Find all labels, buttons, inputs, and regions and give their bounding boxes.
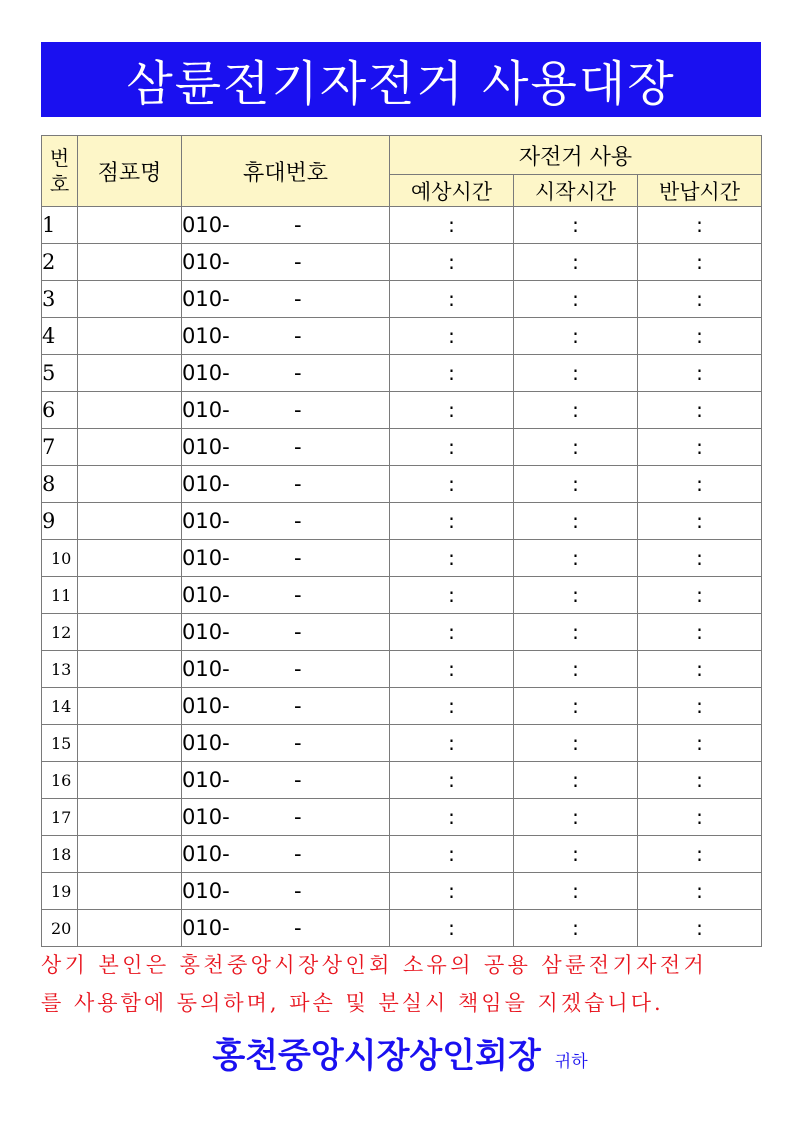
phone-prefix: 010- <box>182 472 230 496</box>
phone-cell[interactable] <box>182 318 390 355</box>
expected-time-cell[interactable]: : <box>390 577 514 614</box>
phone-prefix: 010- <box>182 879 230 903</box>
expected-time-cell[interactable]: : <box>390 244 514 281</box>
start-time-cell[interactable]: : <box>514 503 638 540</box>
return-time-cell[interactable]: : <box>638 836 762 873</box>
phone-dash: - <box>294 879 302 903</box>
phone-dash: - <box>294 398 302 422</box>
phone-prefix: 010- <box>182 398 230 422</box>
table-row <box>42 762 762 799</box>
row-number: 7 <box>42 429 78 466</box>
store-name-cell[interactable] <box>78 318 182 355</box>
expected-time-cell[interactable]: : <box>390 836 514 873</box>
signature-block <box>0 1028 800 1077</box>
row-number: 2 <box>42 244 78 281</box>
phone-prefix: 010- <box>182 361 230 385</box>
row-number: 4 <box>42 318 78 355</box>
return-time-cell[interactable]: : <box>638 651 762 688</box>
start-time-cell[interactable]: : <box>514 466 638 503</box>
start-time-cell[interactable]: : <box>514 281 638 318</box>
phone-cell[interactable] <box>182 429 390 466</box>
table-row <box>42 466 762 503</box>
phone-dash: - <box>294 694 302 718</box>
signature-honorific: 귀하 <box>554 1052 588 1072</box>
phone-prefix: 010- <box>182 287 230 311</box>
phone-dash: - <box>294 435 302 459</box>
phone-prefix: 010- <box>182 435 230 459</box>
expected-time-cell[interactable]: : <box>390 614 514 651</box>
start-time-cell[interactable]: : <box>514 429 638 466</box>
table-row <box>42 910 762 947</box>
return-time-cell[interactable]: : <box>638 429 762 466</box>
start-time-cell[interactable]: : <box>514 873 638 910</box>
return-time-cell[interactable]: : <box>638 910 762 947</box>
table-row <box>42 873 762 910</box>
start-time-cell[interactable]: : <box>514 614 638 651</box>
return-time-cell[interactable]: : <box>638 392 762 429</box>
phone-cell[interactable] <box>182 725 390 762</box>
return-time-cell[interactable]: : <box>638 762 762 799</box>
phone-cell[interactable] <box>182 392 390 429</box>
expected-time-cell[interactable]: : <box>390 429 514 466</box>
signature-org: 홍천중앙시장상인회장 <box>212 1036 541 1076</box>
return-time-cell[interactable]: : <box>638 281 762 318</box>
header-phone: 휴대번호 <box>182 136 390 207</box>
start-time-cell[interactable]: : <box>514 762 638 799</box>
phone-cell[interactable] <box>182 207 390 244</box>
store-name-cell[interactable] <box>78 651 182 688</box>
row-number: 15 <box>42 725 78 762</box>
phone-cell[interactable] <box>182 651 390 688</box>
row-number: 3 <box>42 281 78 318</box>
table-row <box>42 355 762 392</box>
expected-time-cell[interactable]: : <box>390 355 514 392</box>
expected-time-cell[interactable]: : <box>390 207 514 244</box>
table-row <box>42 651 762 688</box>
row-number: 17 <box>42 799 78 836</box>
page-title: 삼륜전기자전거 사용대장 <box>41 42 761 117</box>
store-name-cell[interactable] <box>78 429 182 466</box>
store-name-cell[interactable] <box>78 392 182 429</box>
phone-cell[interactable] <box>182 910 390 947</box>
store-name-cell[interactable] <box>78 540 182 577</box>
ledger-body <box>42 207 762 947</box>
header-start-time: 시작시간 <box>514 175 638 207</box>
store-name-cell[interactable] <box>78 281 182 318</box>
table-row <box>42 392 762 429</box>
row-number: 16 <box>42 762 78 799</box>
expected-time-cell[interactable]: : <box>390 762 514 799</box>
phone-cell[interactable] <box>182 244 390 281</box>
expected-time-cell[interactable]: : <box>390 466 514 503</box>
start-time-cell[interactable]: : <box>514 355 638 392</box>
header-usage-group: 자전거 사용 <box>390 136 762 175</box>
phone-prefix: 010- <box>182 546 230 570</box>
header-store: 점포명 <box>78 136 182 207</box>
consent-notice <box>41 946 771 1022</box>
phone-dash: - <box>294 509 302 533</box>
return-time-cell[interactable]: : <box>638 873 762 910</box>
phone-prefix: 010- <box>182 657 230 681</box>
start-time-cell[interactable]: : <box>514 392 638 429</box>
store-name-cell[interactable] <box>78 688 182 725</box>
phone-prefix: 010- <box>182 731 230 755</box>
row-number: 8 <box>42 466 78 503</box>
expected-time-cell[interactable]: : <box>390 910 514 947</box>
expected-time-cell[interactable]: : <box>390 651 514 688</box>
phone-dash: - <box>294 546 302 570</box>
start-time-cell[interactable]: : <box>514 799 638 836</box>
row-number: 13 <box>42 651 78 688</box>
phone-cell[interactable] <box>182 762 390 799</box>
table-row <box>42 836 762 873</box>
return-time-cell[interactable]: : <box>638 540 762 577</box>
phone-dash: - <box>294 213 302 237</box>
phone-dash: - <box>294 250 302 274</box>
header-return-time: 반납시간 <box>638 175 762 207</box>
store-name-cell[interactable] <box>78 873 182 910</box>
store-name-cell[interactable] <box>78 762 182 799</box>
expected-time-cell[interactable]: : <box>390 725 514 762</box>
phone-cell[interactable] <box>182 503 390 540</box>
row-number: 11 <box>42 577 78 614</box>
expected-time-cell[interactable]: : <box>390 503 514 540</box>
start-time-cell[interactable]: : <box>514 318 638 355</box>
table-row <box>42 688 762 725</box>
expected-time-cell[interactable]: : <box>390 873 514 910</box>
start-time-cell[interactable]: : <box>514 688 638 725</box>
header-expected-time: 예상시간 <box>390 175 514 207</box>
phone-cell[interactable] <box>182 281 390 318</box>
phone-dash: - <box>294 916 302 940</box>
row-number: 5 <box>42 355 78 392</box>
start-time-cell[interactable]: : <box>514 244 638 281</box>
start-time-cell[interactable]: : <box>514 540 638 577</box>
store-name-cell[interactable] <box>78 503 182 540</box>
return-time-cell[interactable]: : <box>638 244 762 281</box>
phone-prefix: 010- <box>182 324 230 348</box>
phone-prefix: 010- <box>182 694 230 718</box>
store-name-cell[interactable] <box>78 207 182 244</box>
phone-prefix: 010- <box>182 916 230 940</box>
table-row <box>42 318 762 355</box>
phone-dash: - <box>294 287 302 311</box>
return-time-cell[interactable]: : <box>638 799 762 836</box>
table-row <box>42 281 762 318</box>
start-time-cell[interactable]: : <box>514 207 638 244</box>
return-time-cell[interactable]: : <box>638 577 762 614</box>
usage-ledger-table <box>41 135 762 947</box>
store-name-cell[interactable] <box>78 355 182 392</box>
return-time-cell[interactable]: : <box>638 688 762 725</box>
return-time-cell[interactable]: : <box>638 207 762 244</box>
expected-time-cell[interactable]: : <box>390 799 514 836</box>
start-time-cell[interactable]: : <box>514 725 638 762</box>
table-row <box>42 429 762 466</box>
table-row <box>42 503 762 540</box>
expected-time-cell[interactable]: : <box>390 540 514 577</box>
expected-time-cell[interactable]: : <box>390 688 514 725</box>
return-time-cell[interactable]: : <box>638 725 762 762</box>
table-row <box>42 614 762 651</box>
header-number <box>42 136 78 207</box>
return-time-cell[interactable]: : <box>638 614 762 651</box>
phone-prefix: 010- <box>182 842 230 866</box>
return-time-cell[interactable]: : <box>638 503 762 540</box>
header-number-label: 번호 <box>49 146 70 196</box>
phone-prefix: 010- <box>182 250 230 274</box>
store-name-cell[interactable] <box>78 910 182 947</box>
phone-cell[interactable] <box>182 577 390 614</box>
phone-dash: - <box>294 583 302 607</box>
return-time-cell[interactable]: : <box>638 318 762 355</box>
store-name-cell[interactable] <box>78 244 182 281</box>
phone-cell[interactable] <box>182 688 390 725</box>
phone-cell[interactable] <box>182 873 390 910</box>
row-number: 9 <box>42 503 78 540</box>
expected-time-cell[interactable]: : <box>390 281 514 318</box>
phone-prefix: 010- <box>182 620 230 644</box>
store-name-cell[interactable] <box>78 836 182 873</box>
expected-time-cell[interactable]: : <box>390 318 514 355</box>
table-row <box>42 244 762 281</box>
row-number: 6 <box>42 392 78 429</box>
phone-dash: - <box>294 361 302 385</box>
phone-cell[interactable] <box>182 466 390 503</box>
start-time-cell[interactable]: : <box>514 651 638 688</box>
store-name-cell[interactable] <box>78 577 182 614</box>
row-number: 18 <box>42 836 78 873</box>
table-row <box>42 725 762 762</box>
phone-prefix: 010- <box>182 509 230 533</box>
return-time-cell[interactable]: : <box>638 466 762 503</box>
row-number: 10 <box>42 540 78 577</box>
table-row <box>42 799 762 836</box>
store-name-cell[interactable] <box>78 799 182 836</box>
phone-dash: - <box>294 657 302 681</box>
phone-cell[interactable] <box>182 799 390 836</box>
expected-time-cell[interactable]: : <box>390 392 514 429</box>
start-time-cell[interactable]: : <box>514 836 638 873</box>
store-name-cell[interactable] <box>78 614 182 651</box>
phone-prefix: 010- <box>182 213 230 237</box>
consent-notice-line2: 를 사용함에 동의하며, 파손 및 분실시 책임을 지겠습니다. <box>41 991 664 1015</box>
table-row <box>42 540 762 577</box>
return-time-cell[interactable]: : <box>638 355 762 392</box>
row-number: 19 <box>42 873 78 910</box>
phone-dash: - <box>294 842 302 866</box>
store-name-cell[interactable] <box>78 466 182 503</box>
phone-dash: - <box>294 731 302 755</box>
table-row <box>42 207 762 244</box>
row-number: 12 <box>42 614 78 651</box>
phone-cell[interactable] <box>182 540 390 577</box>
phone-cell[interactable] <box>182 836 390 873</box>
start-time-cell[interactable]: : <box>514 577 638 614</box>
phone-dash: - <box>294 324 302 348</box>
phone-dash: - <box>294 472 302 496</box>
row-number: 1 <box>42 207 78 244</box>
phone-prefix: 010- <box>182 805 230 829</box>
consent-notice-line1: 상기 본인은 홍천중앙시장상인회 소유의 공용 삼륜전기자전거 <box>41 953 708 977</box>
phone-cell[interactable] <box>182 614 390 651</box>
start-time-cell[interactable]: : <box>514 910 638 947</box>
row-number: 20 <box>42 910 78 947</box>
store-name-cell[interactable] <box>78 725 182 762</box>
phone-prefix: 010- <box>182 583 230 607</box>
phone-dash: - <box>294 768 302 792</box>
phone-cell[interactable] <box>182 355 390 392</box>
row-number: 14 <box>42 688 78 725</box>
table-row <box>42 577 762 614</box>
phone-dash: - <box>294 805 302 829</box>
phone-prefix: 010- <box>182 768 230 792</box>
phone-dash: - <box>294 620 302 644</box>
